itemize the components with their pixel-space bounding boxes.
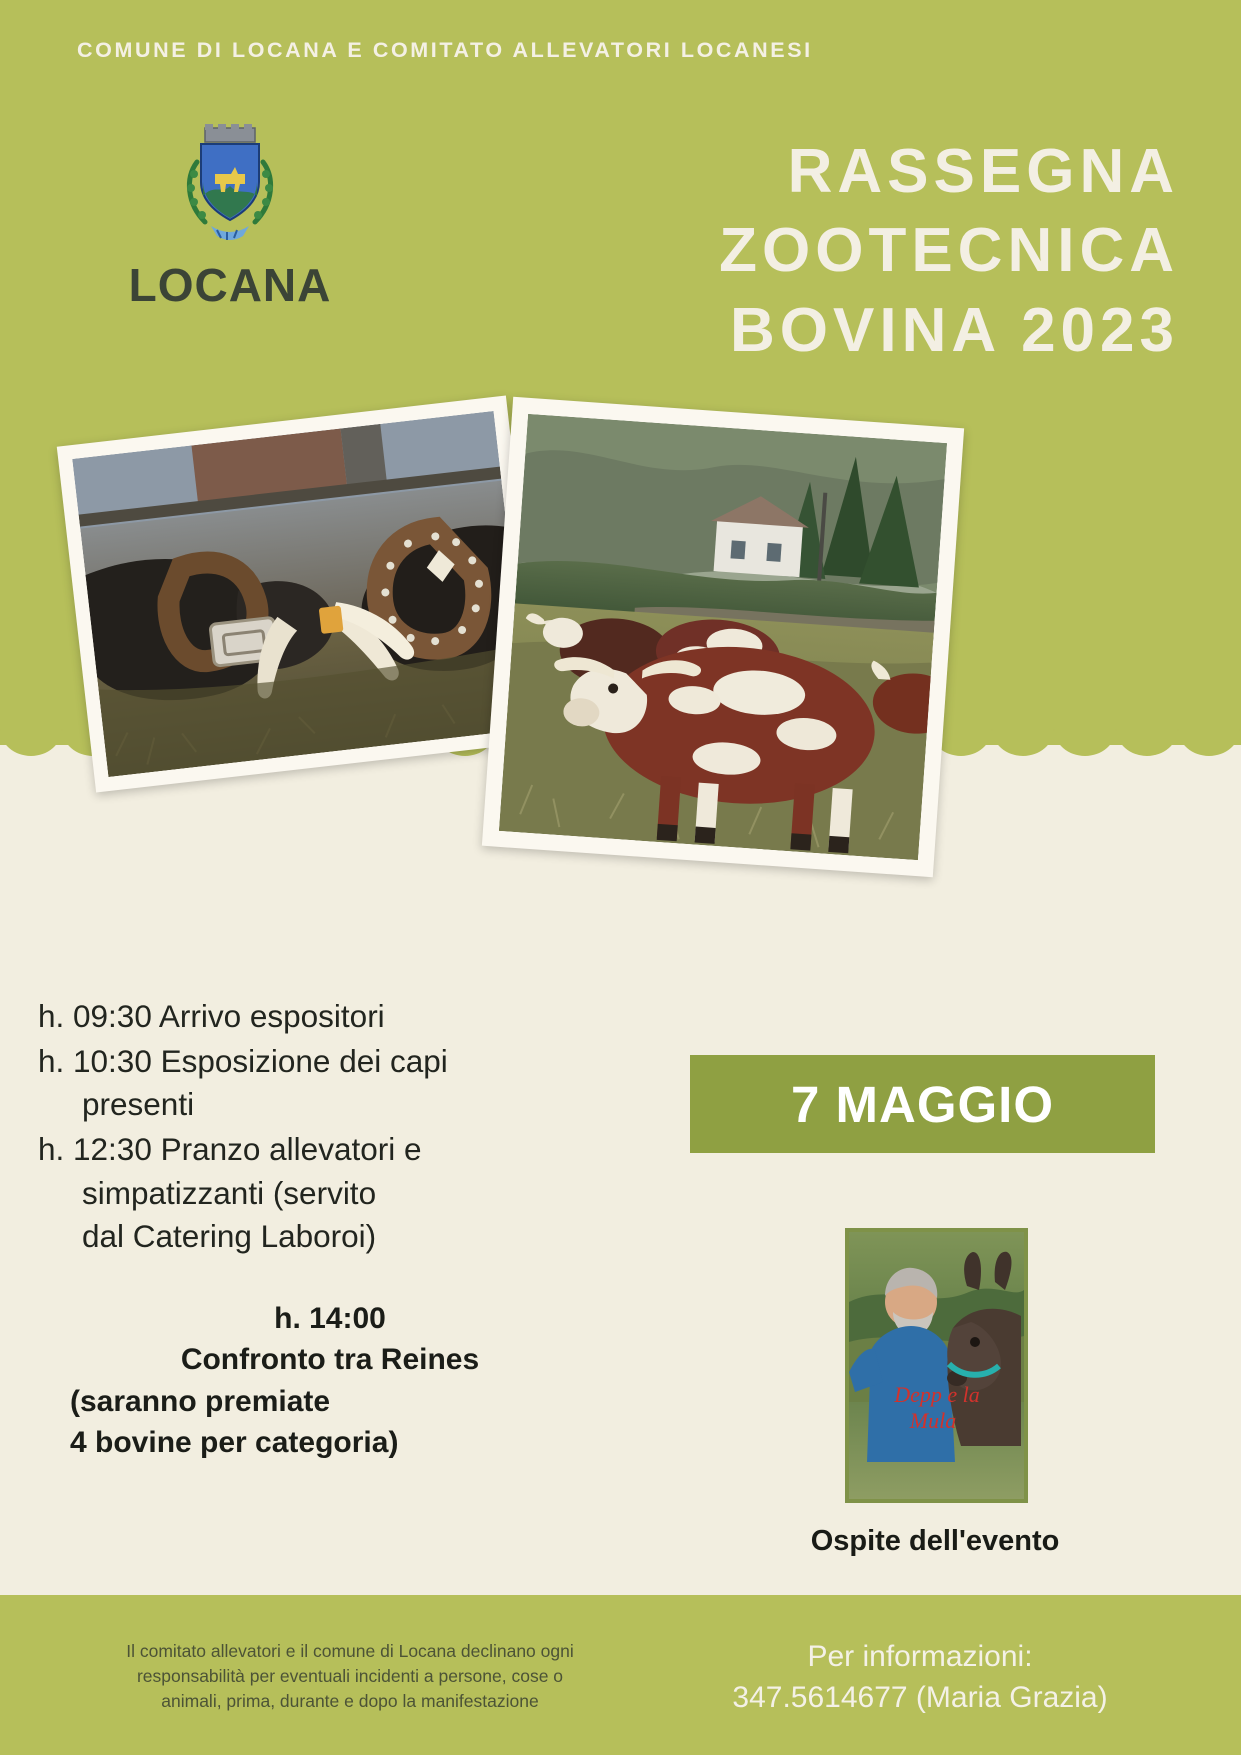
crest-label: LOCANA <box>128 259 332 311</box>
title-line-2: ZOOTECNICA <box>719 216 1179 286</box>
municipal-crest-block <box>100 122 360 312</box>
schedule-line-cont2: dal Catering Laboroi) <box>82 1217 377 1254</box>
title-line-3: BOVINA 2023 <box>730 295 1179 365</box>
scallop-bump <box>1054 700 1116 756</box>
highlight-time: h. 14:00 <box>274 1302 386 1335</box>
cows-photo-image <box>499 414 947 860</box>
guest-caption: Ospite dell'evento <box>810 1525 1060 1557</box>
guest-photo <box>845 1228 1028 1503</box>
schedule-item <box>38 1128 618 1257</box>
disclaimer-text <box>90 1639 610 1714</box>
highlight-line-2: (saranno premiate <box>70 1384 331 1418</box>
event-schedule <box>38 995 618 1260</box>
highlight-line-1: Confronto tra Reines <box>180 1343 480 1377</box>
bulls-photo-image <box>72 411 529 777</box>
scallop-bump <box>992 700 1054 756</box>
schedule-line-cont: simpatizzanti (servito <box>82 1174 377 1211</box>
organizers-kicker: COMUNE DI LOCANA E COMITATO ALLEVATORI LOCANESI <box>77 38 813 62</box>
disclaimer-line-3: animali, prima, durante e dopo la manifestazione <box>161 1690 539 1711</box>
bulls-photo <box>57 396 545 793</box>
disclaimer-line-2: responsabilità per eventuali incidenti a persone, cose o <box>136 1665 564 1686</box>
scallop-bump <box>1116 700 1178 756</box>
coat-of-arms-icon <box>171 122 289 252</box>
contact-info <box>640 1637 1200 1719</box>
highlight-block <box>70 1298 590 1464</box>
schedule-line: h. 09:30 Arrivo espositori <box>38 998 385 1034</box>
schedule-item <box>38 995 618 1038</box>
contact-label: Per informazioni: <box>807 1640 1033 1673</box>
scallop-bump <box>0 700 62 756</box>
event-date-label: 7 MAGGIO <box>790 1075 1055 1133</box>
poster-title <box>519 132 1179 370</box>
event-date-badge <box>690 1055 1155 1153</box>
cows-photo <box>482 397 964 877</box>
disclaimer-line-1: Il comitato allevatori e il comune di Locana declinano ogni <box>126 1641 574 1661</box>
schedule-line-cont: presenti <box>82 1086 195 1123</box>
schedule-line: h. 10:30 Esposizione dei capi <box>38 1043 448 1080</box>
scallop-bump <box>1178 700 1240 756</box>
contact-phone[interactable]: 347.5614677 (Maria Grazia) <box>732 1680 1108 1714</box>
highlight-line-3: 4 bovine per categoria) <box>70 1426 399 1460</box>
svg-text:Depp e la: Depp e la <box>894 1382 980 1407</box>
title-line-1: RASSEGNA <box>787 137 1179 206</box>
schedule-item <box>38 1040 618 1126</box>
svg-text:Mula: Mula <box>909 1408 957 1433</box>
schedule-line: h. 12:30 Pranzo allevatori e <box>38 1131 422 1168</box>
